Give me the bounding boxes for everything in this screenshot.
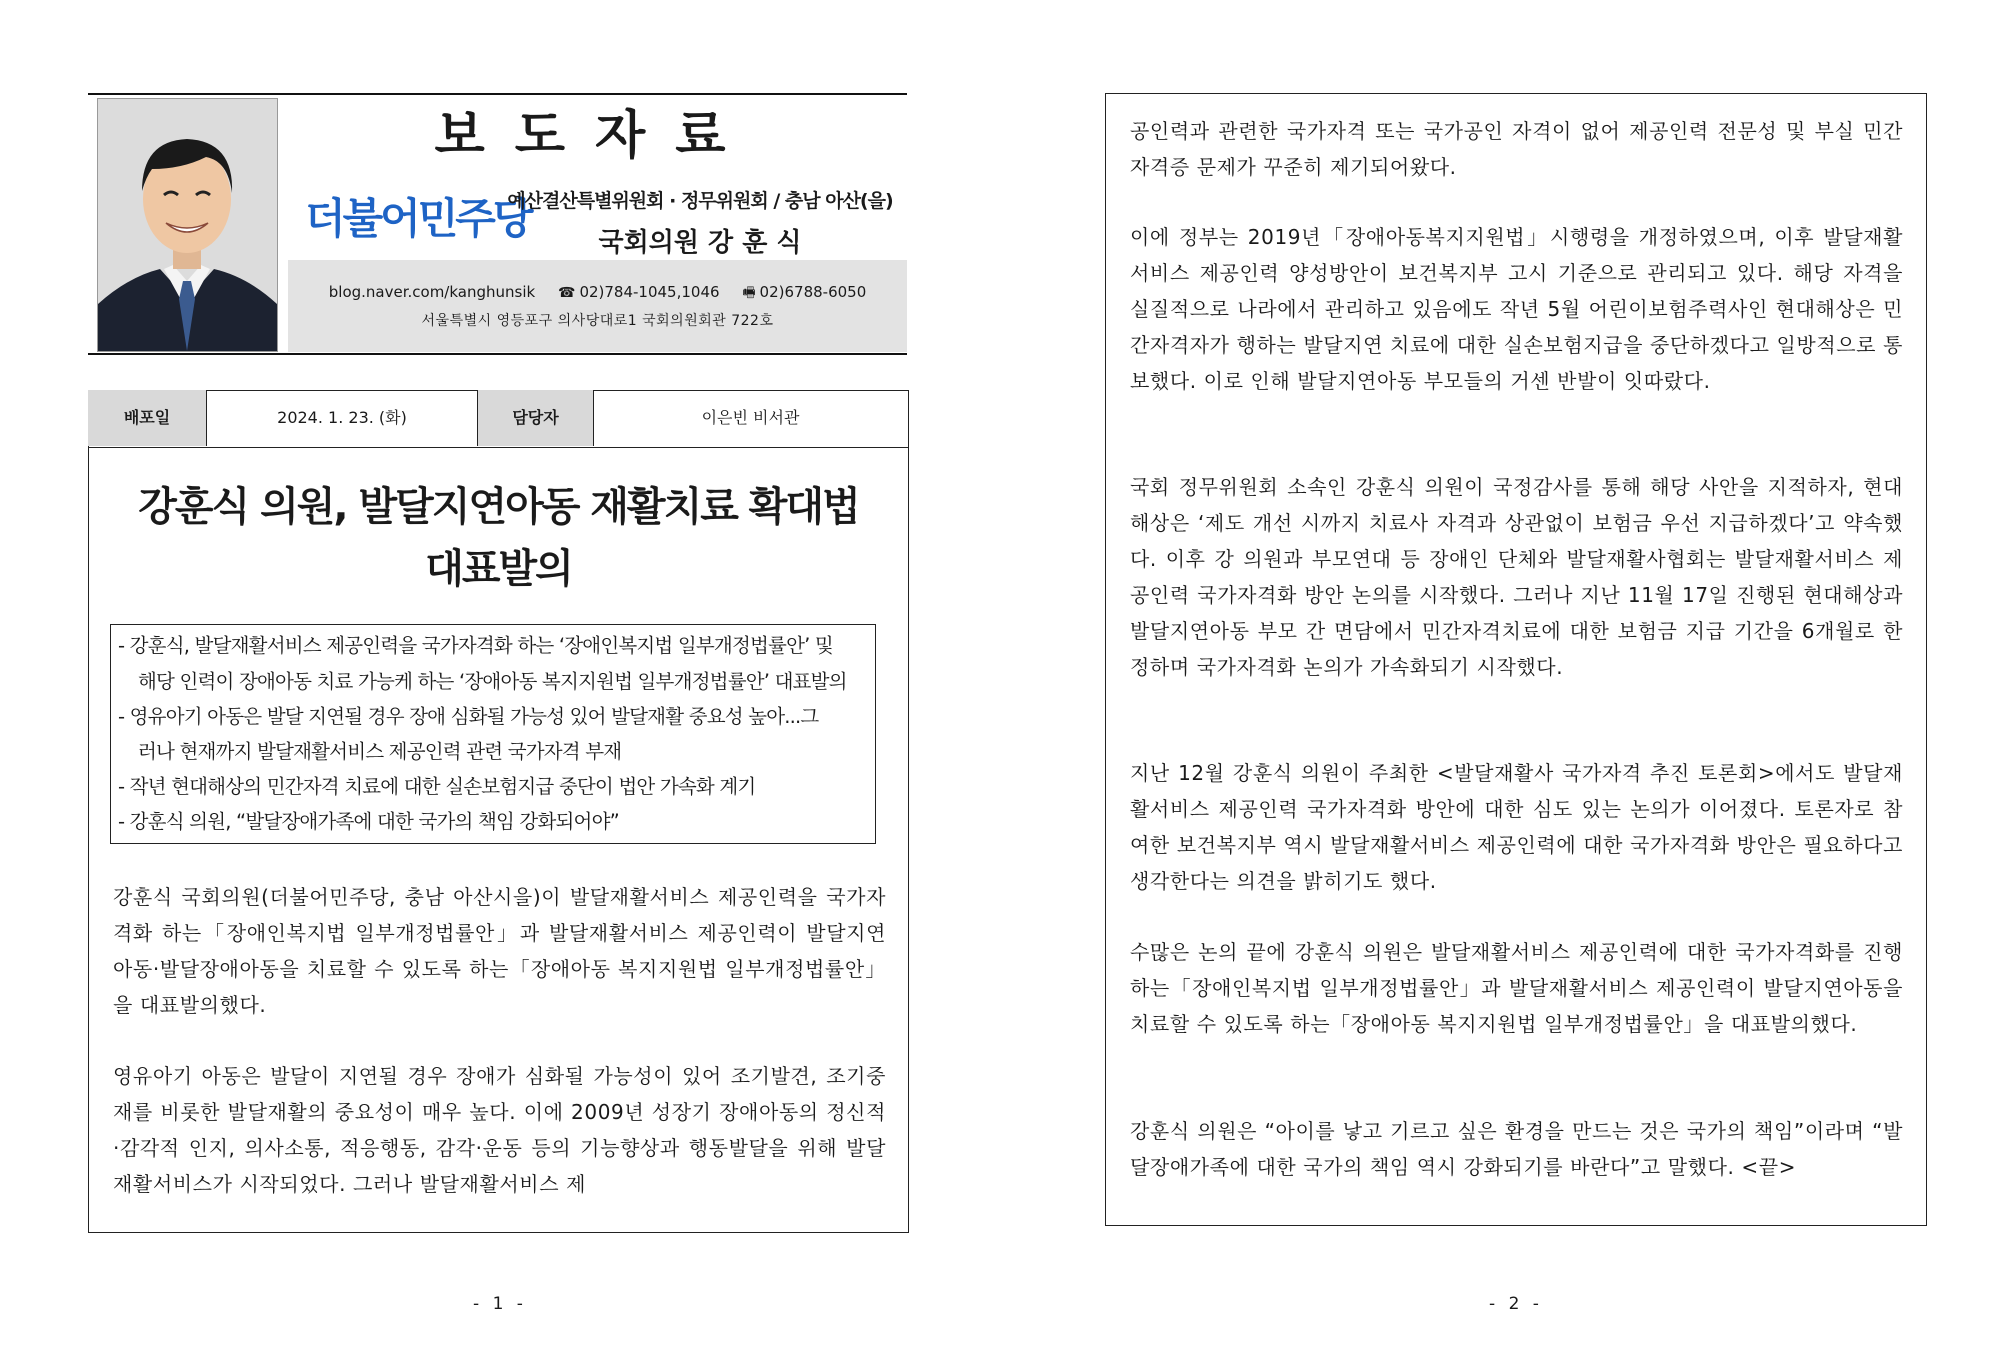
headline-line-1: 강훈식 의원, 발달지연아동 재활치료 확대법 — [138, 484, 859, 530]
contact-band — [288, 260, 907, 352]
summary-item: - 영유아기 아동은 발달 지연될 경우 장애 심화될 가능성 있어 발달재활 중요성 높아...그 — [118, 705, 819, 728]
contact-value: 이은빈 비서관 — [701, 408, 800, 427]
contact-info-line — [288, 282, 907, 306]
blog-url[interactable]: blog.naver.com/kanghunsik — [328, 283, 536, 301]
body-paragraph: 국회 정무위원회 소속인 강훈식 의원이 국정감사를 통해 해당 사안을 지적하자, 현대해상은 ‘제도 개선 시까지 치료사 자격과 상관없이 보험금 우선 지급하겠다’고 약속했다. 이후 강 의원과 부모연대 등 장애인 단체와 발달재활사협회는 발달재활서비스 제공인력 국가자격화 방안 논의를 시작했다. 그러나 지난 11월 17일 진행된 현대해상과 발달지연아동 부모 간 면담에서 민간자격치료에 대한 보험금 지급 기간을 6개월로 한정하며 국가자격화 논의가 가속화되기 시작했다. — [1130, 475, 1903, 679]
fax-icon: 🖷 — [742, 285, 756, 301]
body-paragraph: 수많은 논의 끝에 강훈식 의원은 발달재활서비스 제공인력에 대한 국가자격화를 진행하는「장애인복지법 일부개정법률안」과 발달재활서비스 제공인력이 발달지연아동을 치료할 수 있도록 하는「장애아동 복지지원법 일부개정법률안」을 대표발의했다. — [1130, 940, 1903, 1036]
body-paragraph: 공인력과 관련한 국가자격 또는 국가공인 자격이 없어 제공인력 전문성 및 부실 민간자격증 문제가 꾸준히 제기되어왔다. — [1130, 119, 1903, 179]
phone-number: 02)784-1045,1046 — [579, 283, 720, 301]
body-paragraph: 영유아기 아동은 발달이 지연될 경우 장애가 심화될 가능성이 있어 조기발견, 조기중재를 비롯한 발달재활의 중요성이 매우 높다. 이에 2009년 성장기 장애아동의 정신적·감각적 인지, 의사소통, 적응행동, 감각·운동 등의 기능향상과 행동발달을 위해 발달재활서비스가 시작되었다. 그러나 발달재활서비스 제 — [113, 1064, 886, 1196]
member-photo — [97, 98, 278, 352]
header-bottom-rule — [88, 353, 907, 355]
contact-label: 담당자 — [478, 390, 593, 446]
headline — [100, 476, 897, 600]
summary-item: 해당 인력이 장애아동 치료 가능케 하는 ‘장애아동 복지지원법 일부개정법률안’ 대표발의 — [138, 670, 847, 693]
phone-icon: ☎ — [557, 285, 576, 301]
header-top-rule — [88, 93, 907, 95]
page-number: - 1 - — [473, 1294, 527, 1314]
summary-item: - 강훈식, 발달재활서비스 제공인력을 국가자격화 하는 ‘장애인복지법 일부개정법률안’ 및 — [118, 634, 833, 657]
release-meta-row — [88, 390, 909, 448]
member-name: 국회의원 강 훈 식 — [598, 228, 802, 258]
date-label: 배포일 — [88, 390, 206, 446]
body-paragraph: 지난 12월 강훈식 의원이 주최한 <발달재활사 국가자격 추진 토론회>에서도 발달재활서비스 제공인력 국가자격화 방안에 대한 심도 있는 논의가 이어졌다. 토론자로 참여한 보건복지부 역시 발달재활서비스 제공인력에 대한 국가자격화 방안은 필요하다고 생각한다는 의견을 밝히기도 했다. — [1130, 761, 1903, 893]
summary-item: 러나 현재까지 발달재활서비스 제공인력 관련 국가자격 부재 — [138, 740, 622, 763]
body-paragraph: 이에 정부는 2019년「장애아동복지지원법」시행령을 개정하였으며, 이후 발달재활서비스 제공인력 양성방안이 보건복지부 고시 기준으로 관리되고 있다. 해당 자격을 실질적으로 나라에서 관리하고 있음에도 작년 5월 어린이보험주력사인 현대해상은 민간자격자가 행하는 발달지연 치료에 대한 실손보험지급을 중단하겠다고 일방적으로 통보했다. 이로 인해 발달지연아동 부모들의 거센 반발이 잇따랐다. — [1130, 225, 1903, 393]
fax-number: 02)6788-6050 — [759, 283, 867, 301]
date-value: 2024. 1. 23. (화) — [277, 408, 407, 427]
body-paragraph: 강훈식 국회의원(더불어민주당, 충남 아산시을)이 발달재활서비스 제공인력을 국가자격화 하는「장애인복지법 일부개정법률안」과 발달재활서비스 제공인력이 발달지연아동·발달장애아동을 치료할 수 있도록 하는「장애아동 복지지원법 일부개정법률안」을 대표발의했다. — [113, 885, 886, 1017]
summary-item: - 작년 현대해상의 민간자격 치료에 대한 실손보험지급 중단이 법안 가속화 계기 — [118, 775, 756, 798]
body-paragraph: 강훈식 의원은 “아이를 낳고 기르고 싶은 환경을 만드는 것은 국가의 책임”이라며 “발달장애가족에 대한 국가의 책임 역시 강화되기를 바란다”고 말했다. <끝> — [1130, 1119, 1903, 1179]
page-number: - 2 - — [1489, 1294, 1543, 1314]
document-title: 보도자료 — [434, 106, 756, 166]
headline-line-2: 대표발의 — [425, 546, 572, 592]
committee-affiliation: 예산결산특별위원회 · 정무위원회 / 충남 아산(을) — [507, 190, 893, 212]
office-address: 서울특별시 영등포구 의사당대로1 국회의원회관 722호 — [421, 313, 774, 329]
party-logo: 더불어민주당 — [305, 194, 531, 243]
member-portrait-image — [98, 99, 277, 351]
summary-item: - 강훈식 의원, “발달장애가족에 대한 국가의 책임 강화되어야” — [118, 810, 619, 833]
